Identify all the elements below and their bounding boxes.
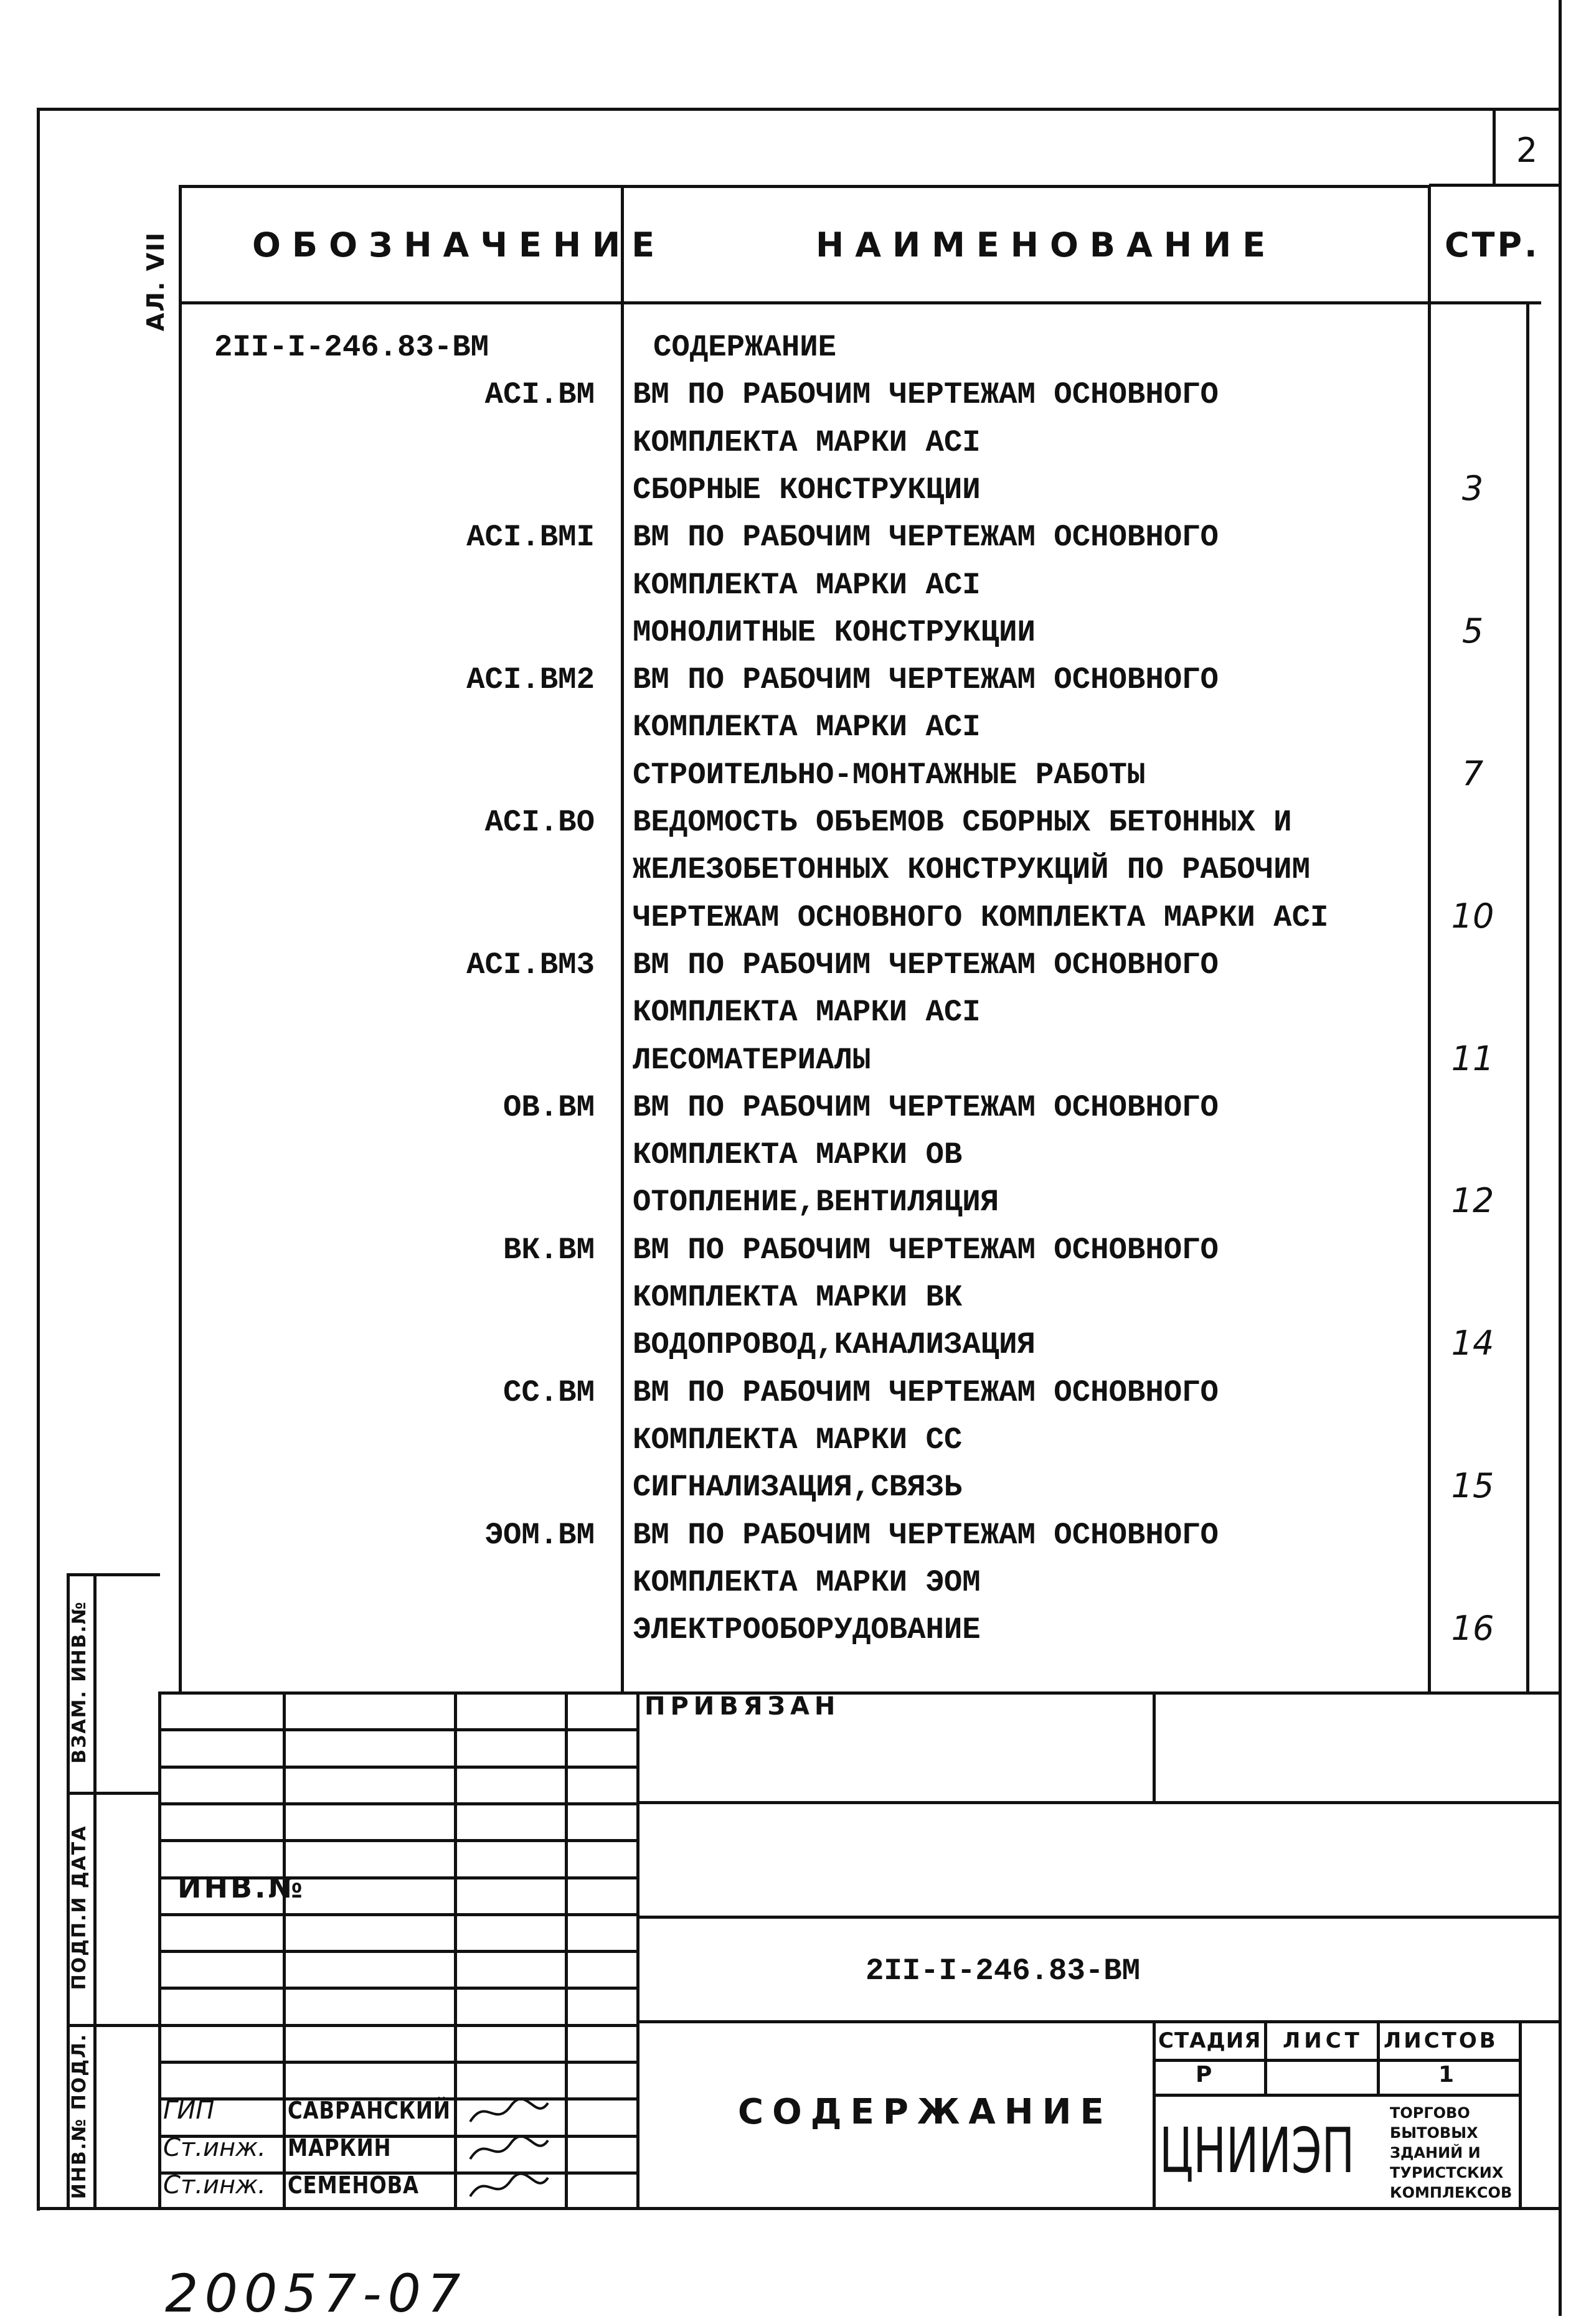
row-name: ЭЛЕКТРООБОРУДОВАНИЕ (633, 1612, 981, 1648)
row-designation: АСI.ВО (484, 805, 595, 840)
side-strip-line (67, 2024, 160, 2027)
attached-label: ПРИВЯЗАН (644, 1692, 841, 1721)
table-right (1526, 301, 1529, 1691)
row-name: КОМПЛЕКТА МАРКИ АСI (633, 567, 981, 603)
row-name: ВМ ПО РАБОЧИМ ЧЕРТЕЖАМ ОСНОВНОГО (633, 1517, 1219, 1553)
row-name: КОМПЛЕКТА МАРКИ ЭОМ (633, 1564, 981, 1600)
frame-right (1559, 0, 1562, 2316)
table-left (179, 185, 182, 1691)
signer-role: ГИП (163, 2096, 215, 2125)
sheets-value: 1 (1438, 2062, 1466, 2087)
title-grid-line (1153, 2094, 1520, 2097)
title-grid-line (1153, 2020, 1156, 2209)
row-designation: ОВ.ВМ (503, 1089, 595, 1125)
title-grid-line (636, 1916, 1562, 1919)
title-grid-line (636, 1801, 1562, 1804)
organization-logo: ЦНИИЭП (1159, 2114, 1355, 2187)
side-strip-line (67, 1573, 160, 1576)
row-page: 10 (1451, 896, 1494, 936)
row-name: ВМ ПО РАБОЧИМ ЧЕРТЕЖАМ ОСНОВНОГО (633, 520, 1219, 555)
title-block-top (158, 1691, 1562, 1695)
row-page: 7 (1461, 753, 1484, 793)
row-designation: АСI.ВМ2 (466, 662, 595, 698)
row-name: ВМ ПО РАБОЧИМ ЧЕРТЕЖАМ ОСНОВНОГО (633, 1375, 1219, 1410)
row-page: 12 (1451, 1181, 1494, 1221)
row-name: СБОРНЫЕ КОНСТРУКЦИИ (633, 472, 981, 507)
row-designation: АСI.ВМI (466, 520, 595, 555)
stage-value: Р (1196, 2062, 1224, 2087)
inv-label: ИНВ.№ (177, 1871, 305, 1904)
document-code: 2II-I-246.83-ВМ (866, 1954, 1141, 1988)
signer-name: СЕМЕНОВА (288, 2171, 419, 2199)
table-top (179, 185, 1430, 188)
signature-scribble (467, 2134, 554, 2168)
row-designation: АСI.ВМ (484, 377, 595, 413)
row-designation: ВК.ВМ (503, 1232, 595, 1268)
row-designation: АСI.ВМ3 (466, 947, 595, 982)
signer-name: САВРАНСКИЙ (288, 2097, 451, 2124)
signer-name: МАРКИН (288, 2134, 392, 2162)
row-name: КОМПЛЕКТА МАРКИ АСI (633, 710, 981, 745)
sheet-number: 2 (1516, 131, 1538, 170)
row-page: 14 (1451, 1324, 1494, 1363)
title-grid-line (1153, 1691, 1156, 1802)
row-name: ЧЕРТЕЖАМ ОСНОВНОГО КОМПЛЕКТА МАРКИ АСI (633, 900, 1329, 935)
document-title: СОДЕРЖАНИЕ (738, 2092, 1113, 2132)
org-sub-line: ТОРГОВО (1390, 2104, 1470, 2122)
signer-role: Ст.инж. (163, 2133, 266, 2162)
row-designation: 2II-I-246.83-ВМ (214, 330, 489, 365)
signer-role: Ст.инж. (163, 2171, 266, 2199)
row-name: МОНОЛИТНЫЕ КОНСТРУКЦИИ (633, 614, 1036, 650)
stage-label: СТАДИЯ (1158, 2028, 1262, 2053)
header-bottom (179, 301, 1541, 304)
side-label-signature-date: ПОДП.И ДАТА (68, 1825, 90, 1990)
row-name: ВМ ПО РАБОЧИМ ЧЕРТЕЖАМ ОСНОВНОГО (633, 662, 1219, 698)
row-page: 15 (1451, 1466, 1494, 1506)
row-page: 3 (1461, 468, 1484, 508)
row-name: ВМ ПО РАБОЧИМ ЧЕРТЕЖАМ ОСНОВНОГО (633, 947, 1219, 982)
row-page: 11 (1451, 1038, 1494, 1078)
side-label-original-inv: ИНВ.№ ПОДЛ. (68, 2033, 90, 2199)
side-label-replacement: ВЗАМ. ИНВ.№ (68, 1601, 90, 1764)
album-mark: АЛ. VII (142, 231, 169, 331)
title-grid-line (1264, 2020, 1267, 2095)
side-strip-line (93, 1573, 97, 2209)
org-sub-line: БЫТОВЫХ (1390, 2124, 1478, 2142)
frame-bottom (37, 2207, 1562, 2210)
row-name: СОДЕРЖАНИЕ (653, 330, 837, 365)
org-sub-line: ЗДАНИЙ И (1390, 2144, 1481, 2162)
sheet-label: ЛИСТ (1283, 2028, 1363, 2053)
frame-left (37, 108, 40, 2211)
row-name: ВОДОПРОВОД,КАНАЛИЗАЦИЯ (633, 1327, 1036, 1363)
row-name: ВМ ПО РАБОЧИМ ЧЕРТЕЖАМ ОСНОВНОГО (633, 377, 1219, 413)
sheet-box-line (1429, 184, 1560, 187)
org-sub-line: ТУРИСТСКИХ (1390, 2164, 1504, 2181)
title-grid-line (158, 2061, 638, 2064)
row-name: КОМПЛЕКТА МАРКИ СС (633, 1422, 963, 1457)
header-name: НАИМЕНОВАНИЕ (816, 225, 1277, 265)
col-divider-1 (621, 185, 624, 1691)
col-divider-2 (1428, 185, 1431, 1691)
header-designation: ОБОЗНАЧЕНИЕ (252, 225, 666, 265)
title-grid-line (1519, 2020, 1522, 2209)
signature-scribble (467, 2171, 554, 2206)
row-designation: СС.ВМ (503, 1375, 595, 1410)
row-name: ЛЕСОМАТЕРИАЛЫ (633, 1042, 871, 1078)
row-name: КОМПЛЕКТА МАРКИ АСI (633, 425, 981, 460)
footer-number: 20057-07 (165, 2263, 467, 2324)
row-name: СИГНАЛИЗАЦИЯ,СВЯЗЬ (633, 1470, 963, 1505)
row-name: КОМПЛЕКТА МАРКИ ОВ (633, 1137, 963, 1173)
row-page: 16 (1451, 1609, 1494, 1649)
row-name: ЖЕЛЕЗОБЕТОННЫХ КОНСТРУКЦИЙ ПО РАБОЧИМ (633, 852, 1310, 888)
org-sub-line: КОМПЛЕКСОВ (1390, 2184, 1513, 2201)
side-strip-line (67, 1792, 160, 1795)
title-grid-line (158, 1913, 638, 1916)
row-name: СТРОИТЕЛЬНО-МОНТАЖНЫЕ РАБОТЫ (633, 757, 1146, 793)
row-name: ВМ ПО РАБОЧИМ ЧЕРТЕЖАМ ОСНОВНОГО (633, 1089, 1219, 1125)
row-page: 5 (1461, 611, 1484, 651)
row-name: ОТОПЛЕНИЕ,ВЕНТИЛЯЦИЯ (633, 1185, 999, 1220)
row-name: КОМПЛЕКТА МАРКИ АСI (633, 995, 981, 1030)
title-grid-line (636, 2020, 1562, 2023)
row-name: ВЕДОМОСТЬ ОБЪЕМОВ СБОРНЫХ БЕТОННЫХ И (633, 805, 1292, 840)
header-page: СТР. (1445, 225, 1540, 265)
title-grid-line (158, 2024, 638, 2027)
title-grid-line (158, 1839, 638, 1842)
title-grid-line (1377, 2020, 1380, 2095)
sheets-label: ЛИСТОВ (1384, 2028, 1498, 2053)
row-designation: ЭОМ.ВМ (484, 1517, 595, 1553)
organization-subtitle (1390, 2103, 1512, 2203)
row-name: КОМПЛЕКТА МАРКИ ВК (633, 1280, 963, 1315)
title-grid-line (158, 1728, 638, 1731)
row-name: ВМ ПО РАБОЧИМ ЧЕРТЕЖАМ ОСНОВНОГО (633, 1232, 1219, 1268)
title-grid-line (158, 1766, 638, 1769)
frame-top (37, 108, 1562, 111)
title-grid-line (158, 1987, 638, 1990)
title-grid-line (158, 1950, 638, 1953)
signature-scribble (467, 2097, 554, 2131)
title-grid-line (158, 1802, 638, 1805)
